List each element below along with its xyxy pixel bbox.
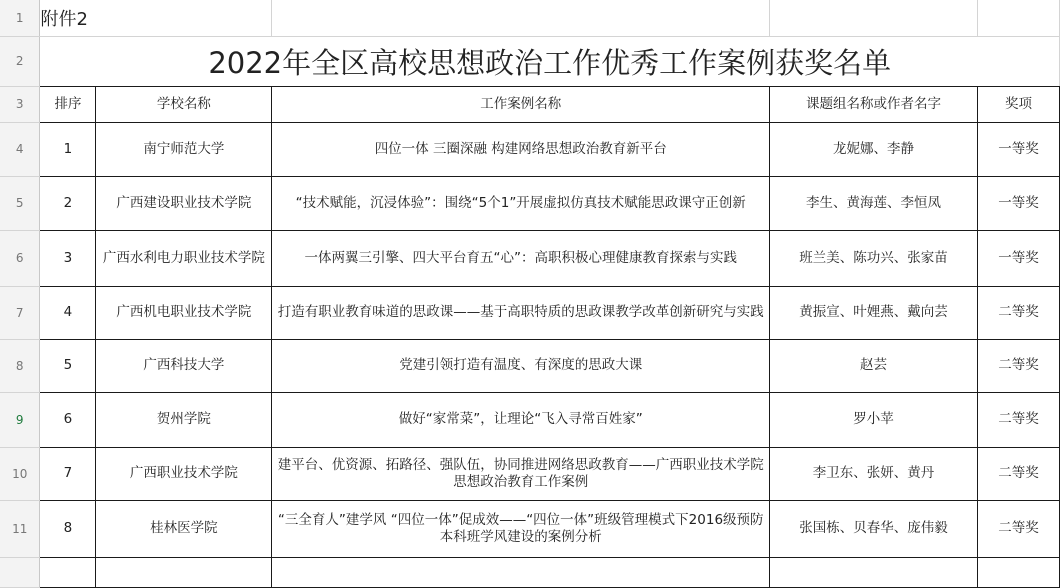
authors-cell[interactable]: 罗小苹 xyxy=(770,392,978,447)
award-cell[interactable]: 一等奖 xyxy=(978,230,1060,286)
authors-cell[interactable]: 张国栋、贝春华、庞伟毅 xyxy=(770,500,978,557)
cell[interactable] xyxy=(40,557,96,587)
case-cell[interactable]: “技术赋能，沉浸体验”：围绕“5个1”开展虚拟仿真技术赋能思政课守正创新 xyxy=(272,176,770,230)
school-cell[interactable]: 广西职业技术学院 xyxy=(96,447,272,500)
case-cell[interactable]: 一体两翼三引擎、四大平台育五“心”：高职积极心理健康教育探索与实践 xyxy=(272,230,770,286)
cell[interactable] xyxy=(978,557,1060,587)
school-cell[interactable]: 广西水利电力职业技术学院 xyxy=(96,230,272,286)
rank-cell[interactable]: 3 xyxy=(40,230,96,286)
school-cell[interactable]: 广西建设职业技术学院 xyxy=(96,176,272,230)
row-number[interactable]: 1 xyxy=(0,0,40,36)
row-number[interactable]: 7 xyxy=(0,286,40,339)
cell[interactable] xyxy=(0,557,40,587)
school-cell[interactable]: 桂林医学院 xyxy=(96,500,272,557)
case-cell[interactable]: “三全育人”建学风 “四位一体”促成效——“四位一体”班级管理模式下2016级预防本科班学风建设的案例分析 xyxy=(272,500,770,557)
cell[interactable] xyxy=(96,557,272,587)
table-row xyxy=(0,176,1060,230)
table-row xyxy=(0,392,1060,447)
case-cell[interactable]: 四位一体 三圈深融 构建网络思想政治教育新平台 xyxy=(272,122,770,176)
school-cell[interactable]: 广西科技大学 xyxy=(96,339,272,392)
table-row-partial xyxy=(0,557,1060,587)
annex-label[interactable]: 附件2 xyxy=(40,0,272,36)
award-cell[interactable]: 二等奖 xyxy=(978,447,1060,500)
table-row xyxy=(0,339,1060,392)
table-row xyxy=(0,500,1060,557)
table-row xyxy=(0,447,1060,500)
authors-cell[interactable]: 李卫东、张妍、黄丹 xyxy=(770,447,978,500)
cell[interactable] xyxy=(272,557,770,587)
row-number[interactable]: 9 xyxy=(0,392,40,447)
authors-cell[interactable]: 李生、黄海莲、李恒凤 xyxy=(770,176,978,230)
case-cell[interactable]: 党建引领打造有温度、有深度的思政大课 xyxy=(272,339,770,392)
award-cell[interactable]: 二等奖 xyxy=(978,339,1060,392)
rank-cell[interactable]: 5 xyxy=(40,339,96,392)
authors-cell[interactable]: 龙妮娜、李静 xyxy=(770,122,978,176)
school-cell[interactable]: 南宁师范大学 xyxy=(96,122,272,176)
award-cell[interactable]: 一等奖 xyxy=(978,122,1060,176)
table-row xyxy=(0,230,1060,286)
row-number[interactable]: 6 xyxy=(0,230,40,286)
header-school[interactable]: 学校名称 xyxy=(96,86,272,122)
cell[interactable] xyxy=(770,557,978,587)
row-number[interactable]: 3 xyxy=(0,86,40,122)
row-number[interactable]: 10 xyxy=(0,447,40,500)
cell[interactable] xyxy=(272,0,770,36)
award-cell[interactable]: 一等奖 xyxy=(978,176,1060,230)
table-row xyxy=(0,286,1060,339)
header-row xyxy=(0,86,1060,122)
rank-cell[interactable]: 4 xyxy=(40,286,96,339)
award-cell[interactable]: 二等奖 xyxy=(978,286,1060,339)
school-cell[interactable]: 贺州学院 xyxy=(96,392,272,447)
authors-cell[interactable]: 黄振宣、叶娌燕、戴向芸 xyxy=(770,286,978,339)
row-1 xyxy=(0,0,1060,36)
case-cell[interactable]: 打造有职业教育味道的思政课——基于高职特质的思政课教学改革创新研究与实践 xyxy=(272,286,770,339)
row-number[interactable]: 4 xyxy=(0,122,40,176)
header-rank[interactable]: 排序 xyxy=(40,86,96,122)
case-cell[interactable]: 建平台、优资源、拓路径、强队伍，协同推进网络思政教育——广西职业技术学院思想政治教育工作案例 xyxy=(272,447,770,500)
rank-cell[interactable]: 6 xyxy=(40,392,96,447)
rank-cell[interactable]: 8 xyxy=(40,500,96,557)
row-number[interactable]: 2 xyxy=(0,36,40,86)
award-cell[interactable]: 二等奖 xyxy=(978,500,1060,557)
school-cell[interactable]: 广西机电职业技术学院 xyxy=(96,286,272,339)
row-number[interactable]: 8 xyxy=(0,339,40,392)
header-case[interactable]: 工作案例名称 xyxy=(272,86,770,122)
authors-cell[interactable]: 赵芸 xyxy=(770,339,978,392)
row-number[interactable]: 5 xyxy=(0,176,40,230)
table-row xyxy=(0,122,1060,176)
page-title[interactable]: 2022年全区高校思想政治工作优秀工作案例获奖名单 xyxy=(40,36,1060,86)
cell[interactable] xyxy=(978,0,1060,36)
header-award[interactable]: 奖项 xyxy=(978,86,1060,122)
header-authors[interactable]: 课题组名称或作者名字 xyxy=(770,86,978,122)
rank-cell[interactable]: 2 xyxy=(40,176,96,230)
cell[interactable] xyxy=(770,0,978,36)
row-number[interactable]: 11 xyxy=(0,500,40,557)
rank-cell[interactable]: 7 xyxy=(40,447,96,500)
rank-cell[interactable]: 1 xyxy=(40,122,96,176)
row-2 xyxy=(0,36,1060,86)
authors-cell[interactable]: 班兰美、陈功兴、张家苗 xyxy=(770,230,978,286)
award-cell[interactable]: 二等奖 xyxy=(978,392,1060,447)
case-cell[interactable]: 做好“家常菜”，让理论“飞入寻常百姓家” xyxy=(272,392,770,447)
